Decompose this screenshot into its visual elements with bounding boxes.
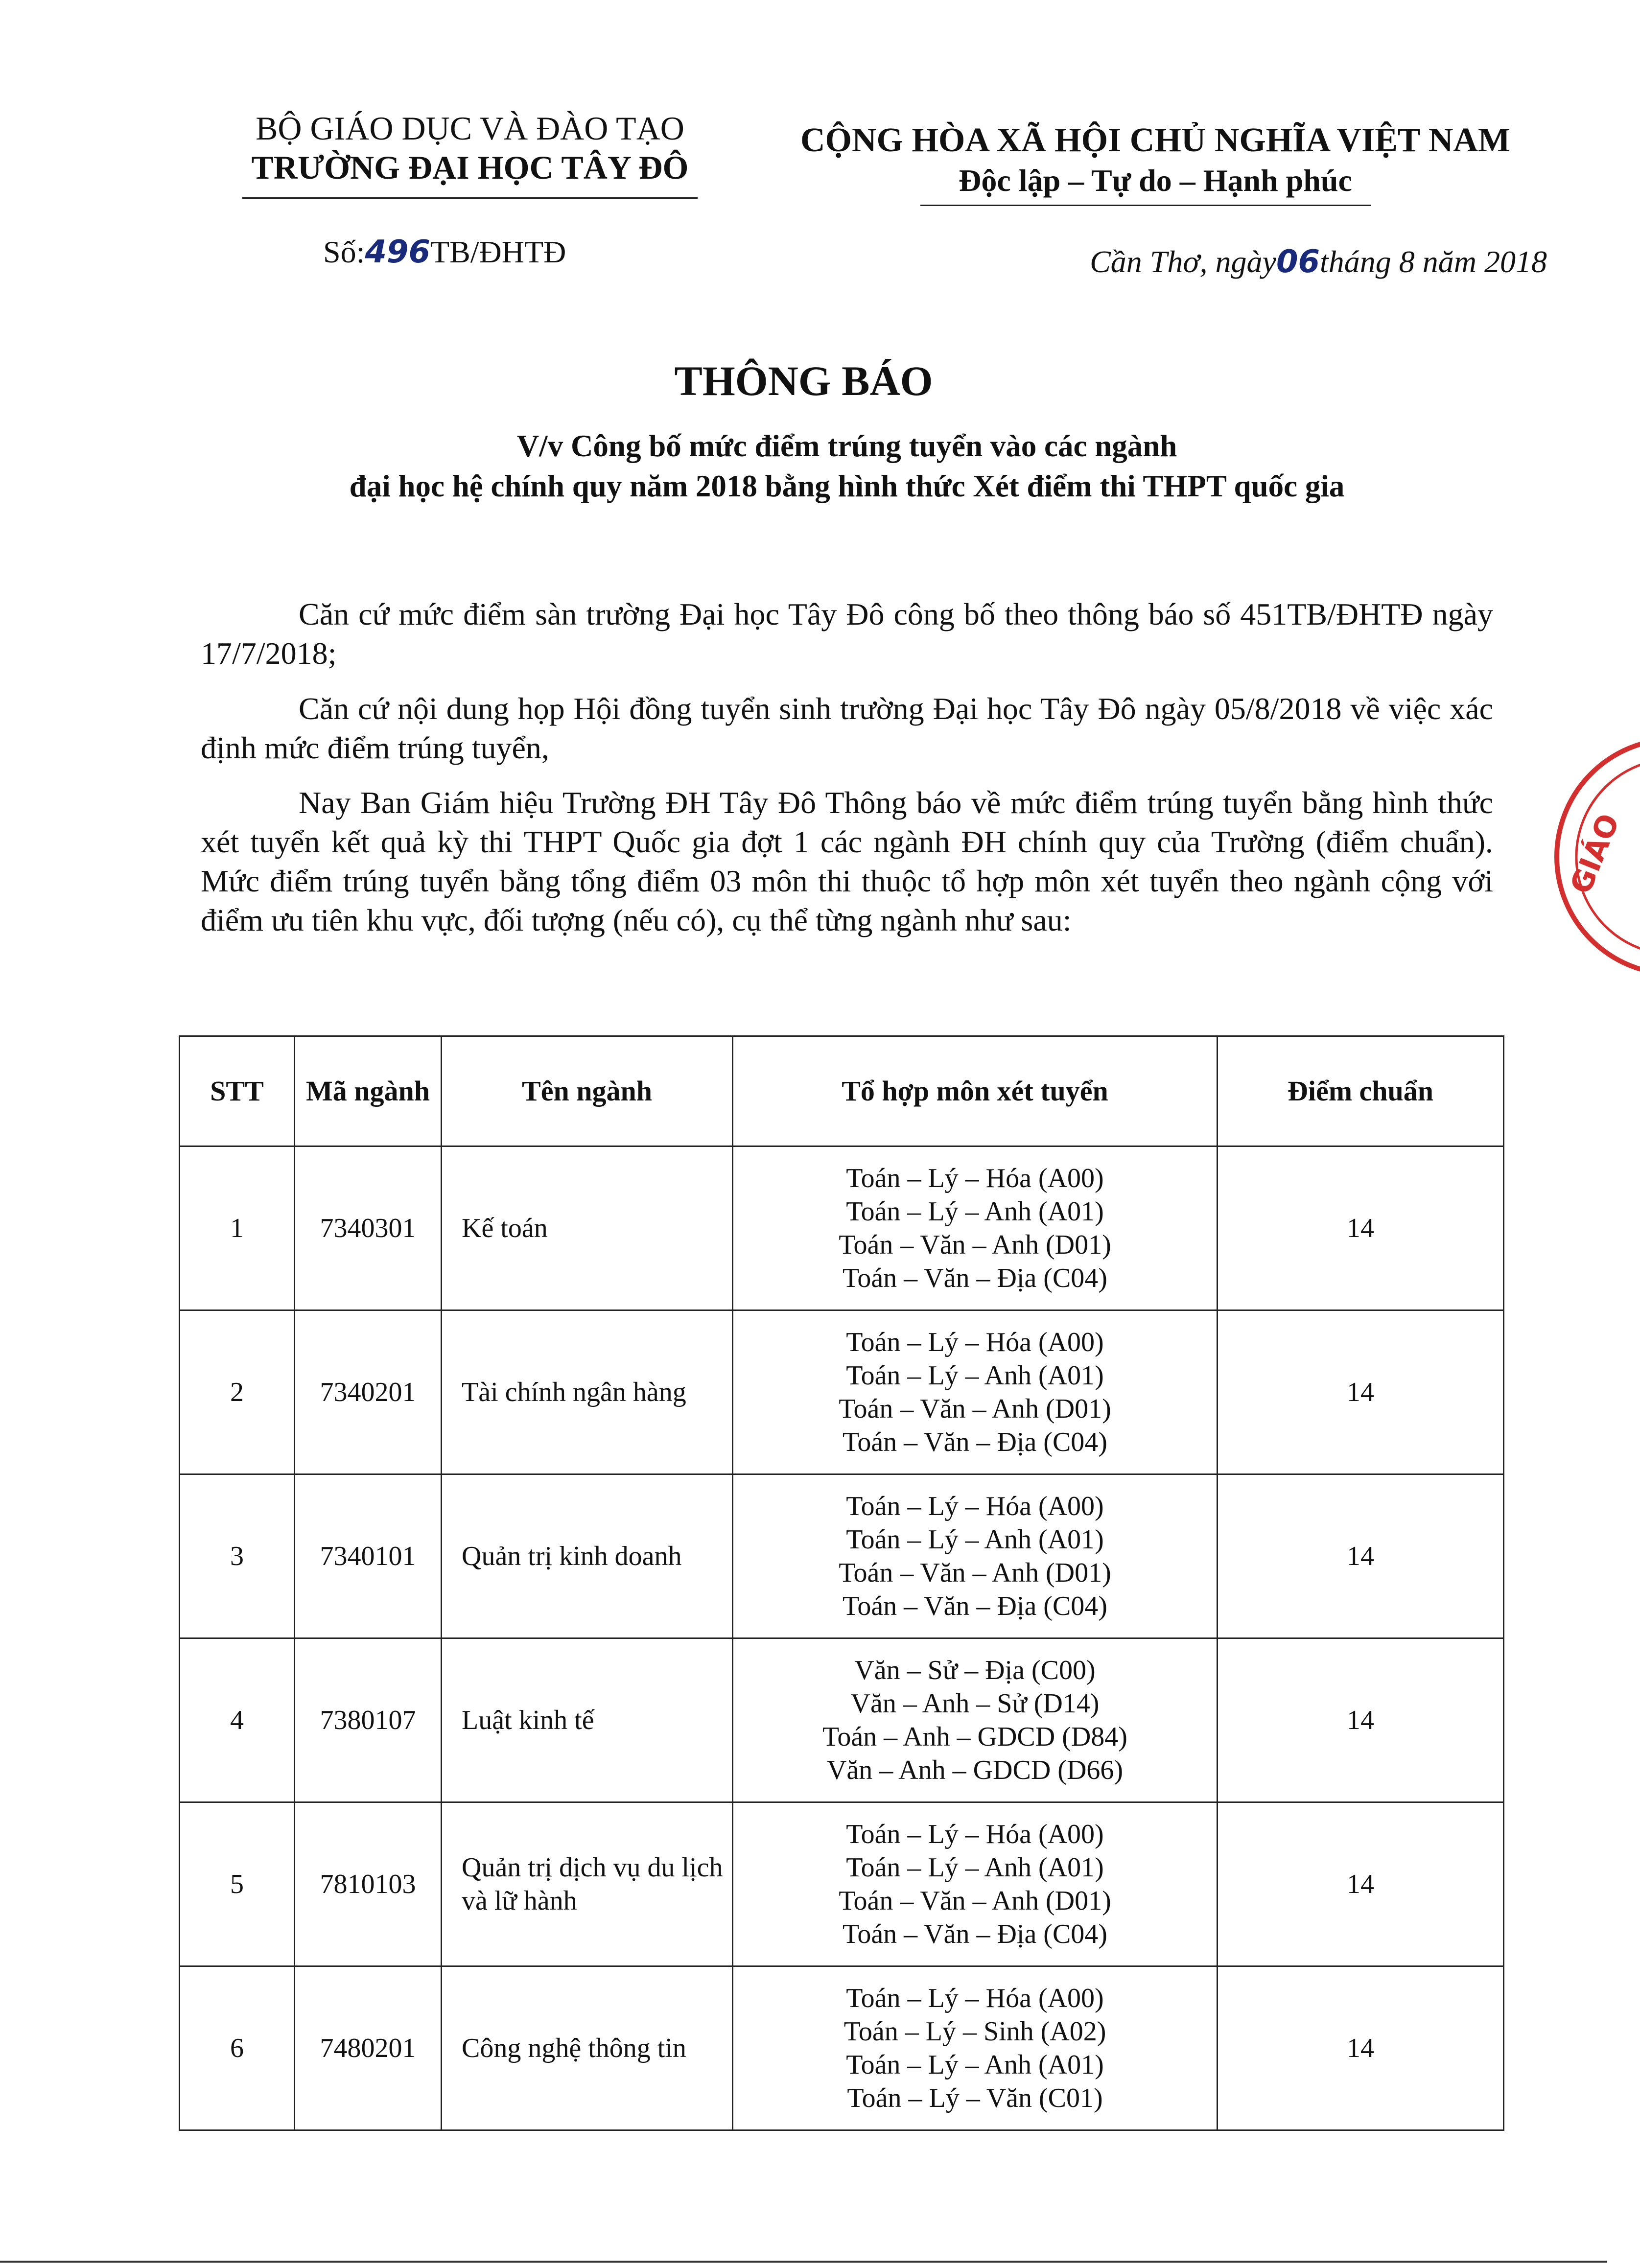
- cell-score: 14: [1218, 1802, 1504, 1966]
- cell-stt: 6: [180, 1966, 295, 2130]
- combo-item: Toán – Anh – GDCD (D84): [822, 1722, 1127, 1752]
- cell-stt: 4: [180, 1638, 295, 1802]
- document-number: [323, 233, 566, 272]
- cell-score: 14: [1218, 1474, 1504, 1638]
- combo-item: Văn – Sử – Địa (C00): [854, 1655, 1096, 1685]
- official-seal: [1542, 729, 1640, 994]
- combo-item: Toán – Lý – Hóa (A00): [846, 1983, 1104, 2013]
- combo-item: Toán – Văn – Địa (C04): [843, 1263, 1107, 1293]
- combo-item: Toán – Lý – Anh (A01): [846, 1360, 1104, 1391]
- paragraph-announcement: Nay Ban Giám hiệu Trường ĐH Tây Đô Thông báo về mức điểm trúng tuyển bằng hình thức xét tuyển kết quả kỳ thi THPT Quốc gia đợt 1 các ngành ĐH chính quy của Trường (điểm chuẩn). Mức điểm trúng tuyển bằng tổng điểm 03 môn thi thuộc tổ hợp môn xét tuyển theo ngành cộng với điểm ưu tiên khu vực, đối tượng (nếu có), cụ thể từng ngành như sau:: [201, 785, 1493, 937]
- document-number-handwritten: 496: [365, 234, 430, 270]
- subtitle-line-2: đại học hệ chính quy năm 2018 bằng hình thức Xét điểm thi THPT quốc gia: [349, 469, 1345, 503]
- cell-subject-combinations: [733, 1474, 1218, 1638]
- cell-score: 14: [1218, 1638, 1504, 1802]
- subtitle-line-1: V/v Công bố mức điểm trúng tuyển vào các ngành: [516, 429, 1177, 463]
- cell-subject-combinations: [733, 1310, 1218, 1474]
- header-left-underline: [242, 197, 698, 199]
- document-number-suffix: TB/ĐHTĐ: [430, 234, 566, 269]
- cell-major-code: 7340201: [295, 1310, 442, 1474]
- header-major-code: Mã ngành: [295, 1036, 442, 1146]
- place-date-suffix: tháng 8 năm 2018: [1320, 244, 1547, 279]
- cell-major-name: Công nghệ thông tin: [442, 1966, 733, 2130]
- table-row: [180, 1310, 1504, 1474]
- combo-item: Toán – Lý – Anh (A01): [846, 2050, 1104, 2080]
- national-motto: Độc lập – Tự do – Hạnh phúc: [959, 163, 1352, 198]
- combo-item: Toán – Lý – Văn (C01): [847, 2083, 1103, 2113]
- ministry-name: BỘ GIÁO DỤC VÀ ĐÀO TẠO: [256, 110, 684, 147]
- cell-subject-combinations: [733, 1146, 1218, 1310]
- combo-item: Toán – Văn – Địa (C04): [843, 1591, 1107, 1621]
- combo-item: Văn – Anh – GDCD (D66): [826, 1755, 1124, 1785]
- header-major-name: Tên ngành: [442, 1036, 733, 1146]
- document-number-prefix: Số:: [323, 234, 365, 269]
- combo-item: Toán – Lý – Anh (A01): [846, 1196, 1104, 1227]
- cell-score: 14: [1218, 1310, 1504, 1474]
- place-date: [1008, 242, 1547, 281]
- combo-item: Toán – Văn – Địa (C04): [843, 1427, 1107, 1457]
- combo-item: Toán – Lý – Hóa (A00): [846, 1163, 1104, 1193]
- combo-item: Toán – Lý – Anh (A01): [846, 1524, 1104, 1555]
- header-benchmark-score: Điểm chuẩn: [1218, 1036, 1504, 1146]
- combo-item: Toán – Văn – Anh (D01): [839, 1558, 1111, 1588]
- place-date-day: 06: [1276, 244, 1320, 280]
- table-header-row: [180, 1036, 1504, 1146]
- cell-stt: 3: [180, 1474, 295, 1638]
- cell-major-name: Quản trị dịch vụ du lịch và lữ hành: [442, 1802, 733, 1966]
- country-name: CỘNG HÒA XÃ HỘI CHỦ NGHĨA VIỆT NAM: [800, 121, 1511, 159]
- combo-item: Toán – Văn – Anh (D01): [839, 1394, 1111, 1424]
- cell-major-code: 7340301: [295, 1146, 442, 1310]
- paragraph-basis-floor-score: Căn cứ mức điểm sàn trường Đại học Tây Đô công bố theo thông báo số 451TB/ĐHTĐ ngày 17/7/2018;: [201, 597, 1493, 671]
- table-row: [180, 1474, 1504, 1638]
- header-right-underline: [920, 205, 1371, 206]
- cell-major-name: Luật kinh tế: [442, 1638, 733, 1802]
- combo-item: Toán – Văn – Anh (D01): [839, 1886, 1111, 1916]
- place-date-prefix: Cần Thơ, ngày: [1090, 244, 1276, 279]
- cell-major-name: Tài chính ngân hàng: [442, 1310, 733, 1474]
- header-stt: STT: [180, 1036, 295, 1146]
- seal-stamp-icon: [1542, 729, 1640, 994]
- cell-stt: 1: [180, 1146, 295, 1310]
- cell-major-code: 7340101: [295, 1474, 442, 1638]
- table-row: [180, 1146, 1504, 1310]
- combo-item: Toán – Lý – Anh (A01): [846, 1852, 1104, 1883]
- cell-stt: 2: [180, 1310, 295, 1474]
- document-subtitle: [147, 426, 1547, 506]
- table-row: [180, 1966, 1504, 2130]
- admission-score-table: [179, 1035, 1504, 2131]
- table-row: [180, 1638, 1504, 1802]
- combo-item: Toán – Lý – Hóa (A00): [846, 1819, 1104, 1849]
- combo-item: Toán – Lý – Hóa (A00): [846, 1491, 1104, 1521]
- paragraph-basis-council-meeting: Căn cứ nội dung họp Hội đồng tuyển sinh trường Đại học Tây Đô ngày 05/8/2018 về việc xác định mức điểm trúng tuyển,: [201, 691, 1493, 765]
- school-name: TRƯỜNG ĐẠI HỌC TÂY ĐÔ: [251, 149, 689, 186]
- page-bottom-edge: [0, 2261, 1607, 2263]
- cell-stt: 5: [180, 1802, 295, 1966]
- combo-item: Toán – Lý – Sinh (A02): [843, 2016, 1106, 2047]
- cell-score: 14: [1218, 1146, 1504, 1310]
- cell-major-code: 7480201: [295, 1966, 442, 2130]
- cell-major-name: Quản trị kinh doanh: [442, 1474, 733, 1638]
- cell-subject-combinations: [733, 1802, 1218, 1966]
- header-subject-combination: Tổ hợp môn xét tuyển: [733, 1036, 1218, 1146]
- combo-item: Toán – Văn – Anh (D01): [839, 1230, 1111, 1260]
- combo-item: Toán – Văn – Địa (C04): [843, 1919, 1107, 1949]
- cell-major-code: 7810103: [295, 1802, 442, 1966]
- combo-item: Văn – Anh – Sử (D14): [850, 1688, 1100, 1719]
- combo-item: Toán – Lý – Hóa (A00): [846, 1327, 1104, 1357]
- seal-text: GIÁO: [1564, 809, 1627, 899]
- cell-score: 14: [1218, 1966, 1504, 2130]
- cell-subject-combinations: [733, 1638, 1218, 1802]
- cell-major-code: 7380107: [295, 1638, 442, 1802]
- document-title: THÔNG BÁO: [674, 357, 933, 404]
- table-row: [180, 1802, 1504, 1966]
- cell-major-name: Kế toán: [442, 1146, 733, 1310]
- cell-subject-combinations: [733, 1966, 1218, 2130]
